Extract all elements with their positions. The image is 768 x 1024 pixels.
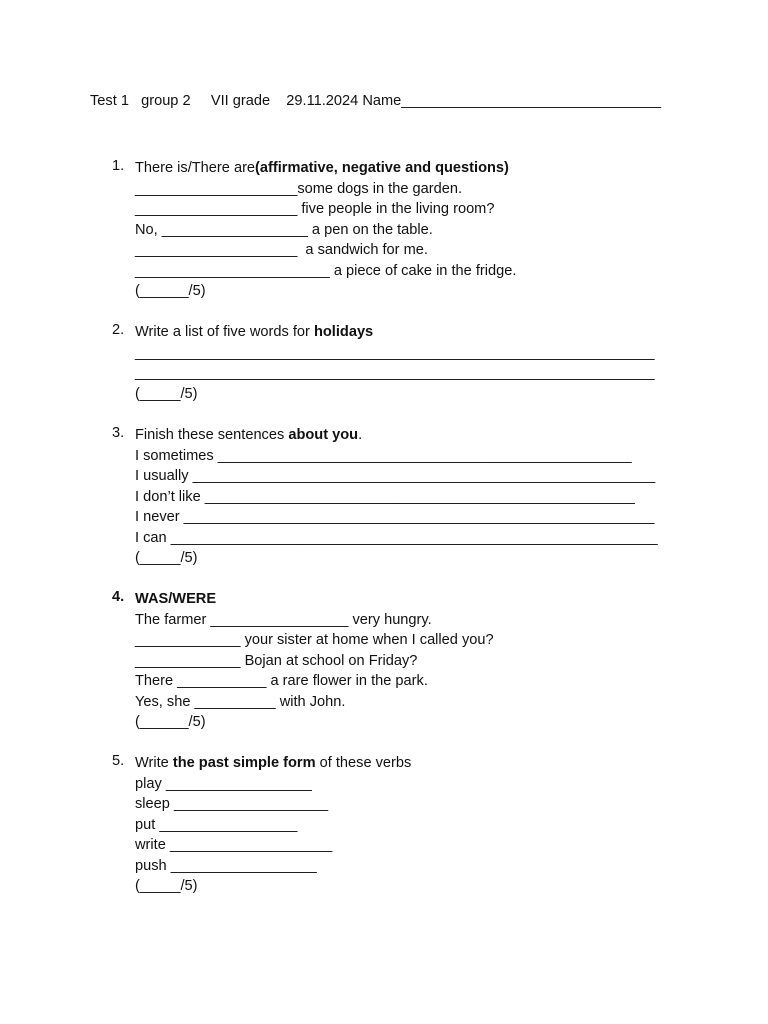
text-segment: I don’t like _____________________________________________________ (135, 488, 635, 505)
exercise-line (135, 466, 658, 487)
text-segment: The farmer _________________ very hungry. (135, 611, 432, 628)
text-segment: Yes, she __________ with John. (135, 693, 346, 710)
exercise-line (135, 507, 658, 528)
text-segment: ________________________________________________________________ (135, 365, 655, 381)
exercise-instruction (135, 753, 411, 774)
exercise-line (135, 835, 411, 856)
exercise-5 (112, 753, 411, 897)
bold-text: holidays (313, 324, 374, 340)
exercise-number: 5. (112, 753, 125, 769)
exercise-line (135, 815, 411, 836)
text-segment: Finish these sentences (135, 427, 289, 443)
text-segment: sleep ___________________ (135, 796, 329, 812)
text-segment: ____________________ a sandwich for me. (135, 242, 428, 258)
text-segment: ____________________some dogs in the garden. (135, 180, 463, 197)
exercise-line (135, 487, 658, 508)
exercise-number: 1. (112, 158, 125, 174)
exercise-body (135, 425, 658, 569)
exercise-line (135, 261, 516, 282)
bold-text: (affirmative, negative and questions) (255, 160, 509, 176)
text-segment: There is/There are (135, 160, 256, 176)
exercise-line (135, 610, 494, 631)
text-segment: Write (135, 755, 173, 771)
text-segment: write ____________________ (135, 837, 333, 853)
text-segment: (_____/5) (135, 878, 198, 894)
text-segment: I never __________________________________________________________ (135, 509, 655, 525)
text-segment: I sometimes ___________________________________________________ (135, 447, 632, 464)
exercise-number: 3. (112, 425, 125, 441)
exercise-line (135, 856, 411, 877)
exercise-line (135, 343, 654, 364)
exercise-body (135, 589, 494, 733)
text-segment: _____________ Bojan at school on Friday? (135, 652, 418, 669)
text-segment: (______/5) (135, 714, 206, 730)
exercise-body (135, 753, 411, 897)
text-segment: ________________________ a piece of cake in the fridge. (135, 262, 517, 279)
exercise-line (135, 630, 494, 651)
exercise-line (135, 671, 494, 692)
exercise-line (135, 240, 516, 261)
exercise-line (135, 651, 494, 672)
exercise-line (135, 794, 411, 815)
exercise-4 (112, 589, 494, 733)
text-segment: I usually _________________________________________________________ (135, 468, 656, 484)
exercise-line (135, 548, 658, 569)
text-segment: of these verbs (315, 755, 412, 771)
exercise-body (135, 322, 654, 404)
exercise-line (135, 179, 516, 200)
exercise-instruction (135, 322, 654, 343)
exercise-line (135, 199, 516, 220)
exercise-body (135, 158, 516, 302)
exercise-3 (112, 425, 658, 569)
exercise-instruction (135, 589, 494, 610)
exercise-line (135, 692, 494, 713)
text-segment: ________________________________________________________________ (135, 344, 655, 361)
bold-text: the past simple form (172, 755, 316, 771)
exercise-line (135, 384, 654, 405)
bold-text: about you (288, 427, 359, 443)
exercise-line (135, 774, 411, 795)
text-segment: play __________________ (135, 775, 312, 792)
exercise-instruction (135, 425, 658, 446)
text-segment: There ___________ a rare flower in the park. (135, 673, 428, 689)
text-segment: Write a list of five words for (135, 324, 314, 340)
text-segment: (_____/5) (135, 550, 198, 566)
bold-text: WAS/WERE (135, 591, 217, 607)
exercise-number: 4. (112, 589, 125, 605)
exercise-line (135, 528, 658, 549)
text-segment: (______/5) (135, 283, 206, 299)
exercise-1 (112, 158, 516, 302)
exercise-line (135, 712, 494, 733)
exercise-line (135, 281, 516, 302)
test-header: Test 1 group 2 VII grade 29.11.2024 Name________________________________ (90, 93, 661, 109)
exercise-line (135, 363, 654, 384)
text-segment: No, __________________ a pen on the table. (135, 221, 433, 238)
text-segment: (_____/5) (135, 385, 198, 402)
text-segment: ____________________ five people in the living room? (135, 201, 495, 217)
text-segment: I can ____________________________________________________________ (135, 529, 658, 546)
text-segment: push __________________ (135, 857, 317, 874)
text-segment: . (358, 427, 363, 443)
exercise-2 (112, 322, 654, 404)
text-segment: put _________________ (135, 816, 298, 833)
exercise-number: 2. (112, 322, 125, 338)
exercise-line (135, 220, 516, 241)
exercise-line (135, 446, 658, 467)
exercise-line (135, 876, 411, 897)
exercise-instruction (135, 158, 516, 179)
text-segment: _____________ your sister at home when I called you? (135, 632, 494, 648)
